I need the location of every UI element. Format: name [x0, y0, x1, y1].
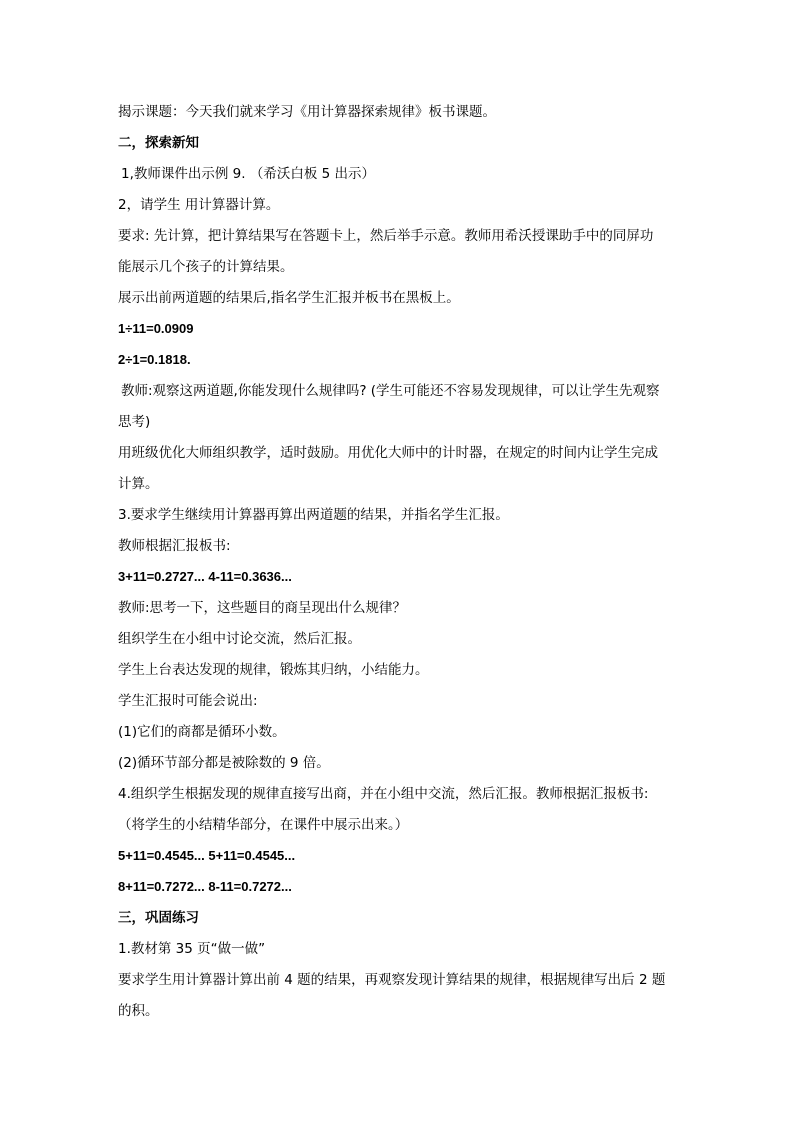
equation-line: 2÷1=0.1818.	[118, 352, 191, 367]
text-line: 3.要求学生继续用计算器再算出两道题的结果，并指名学生汇报。	[118, 507, 509, 523]
text-line: 展示出前两道题的结果后,指名学生汇报并板书在黑板上。	[118, 290, 460, 306]
text-line: 揭示课题：今天我们就来学习《用计算器探索规律》板书课题。	[118, 104, 496, 120]
text-line: 思考)	[118, 414, 151, 430]
text-line: 教师根据汇报板书:	[118, 538, 231, 554]
equation-line: 1÷11=0.0909	[118, 321, 194, 336]
text-line: 学生汇报时可能会说出:	[118, 693, 258, 709]
equation-line: 3+11=0.2727... 4-11=0.3636...	[118, 569, 292, 584]
equation-line: 5+11=0.4545... 5+11=0.4545...	[118, 848, 296, 863]
text-line: (2)循环节部分都是被除数的 9 倍。	[118, 755, 330, 771]
text-line: 要求学生用计算器计算出前 4 题的结果，再观察发现计算结果的规律，根据规律写出后 2 题	[118, 972, 666, 988]
text-line: 教师:观察这两道题,你能发现什么规律吗? (学生可能还不容易发现规律，可以让学生先观察	[121, 383, 660, 399]
text-line: 1.教材第 35 页“做一做”	[118, 941, 266, 957]
text-line: 要求: 先计算，把计算结果写在答题卡上，然后举手示意。教师用希沃授课助手中的同屏功	[118, 228, 654, 244]
section-heading: 二，探索新知	[118, 135, 199, 151]
text-line: 教师:思考一下，这些题目的商呈现出什么规律？	[118, 600, 407, 616]
section-heading: 三，巩固练习	[118, 910, 199, 926]
text-line: 4.组织学生根据发现的规律直接写出商，并在小组中交流，然后汇报。教师根据汇报板书:	[118, 786, 649, 802]
text-line: 组织学生在小组中讨论交流，然后汇报。	[118, 631, 361, 647]
text-line: (1)它们的商都是循环小数。	[118, 724, 286, 740]
text-line: 用班级优化大师组织教学，适时鼓励。用优化大师中的计时器，在规定的时间内让学生完成	[118, 445, 658, 461]
text-line: （将学生的小结精华部分，在课件中展示出来。）	[118, 817, 409, 833]
text-line: 能展示几个孩子的计算结果。	[118, 259, 294, 275]
text-line: 学生上台表达发现的规律，锻炼其归纳，小结能力。	[118, 662, 429, 678]
text-line: 2，请学生 用计算器计算。	[118, 197, 280, 213]
text-line: 计算。	[118, 476, 159, 492]
equation-line: 8+11=0.7272... 8-11=0.7272...	[118, 879, 292, 894]
text-line: 1,教师课件出示例 9. （希沃白板 5 出示）	[121, 166, 376, 182]
text-line: 的积。	[118, 1003, 159, 1019]
